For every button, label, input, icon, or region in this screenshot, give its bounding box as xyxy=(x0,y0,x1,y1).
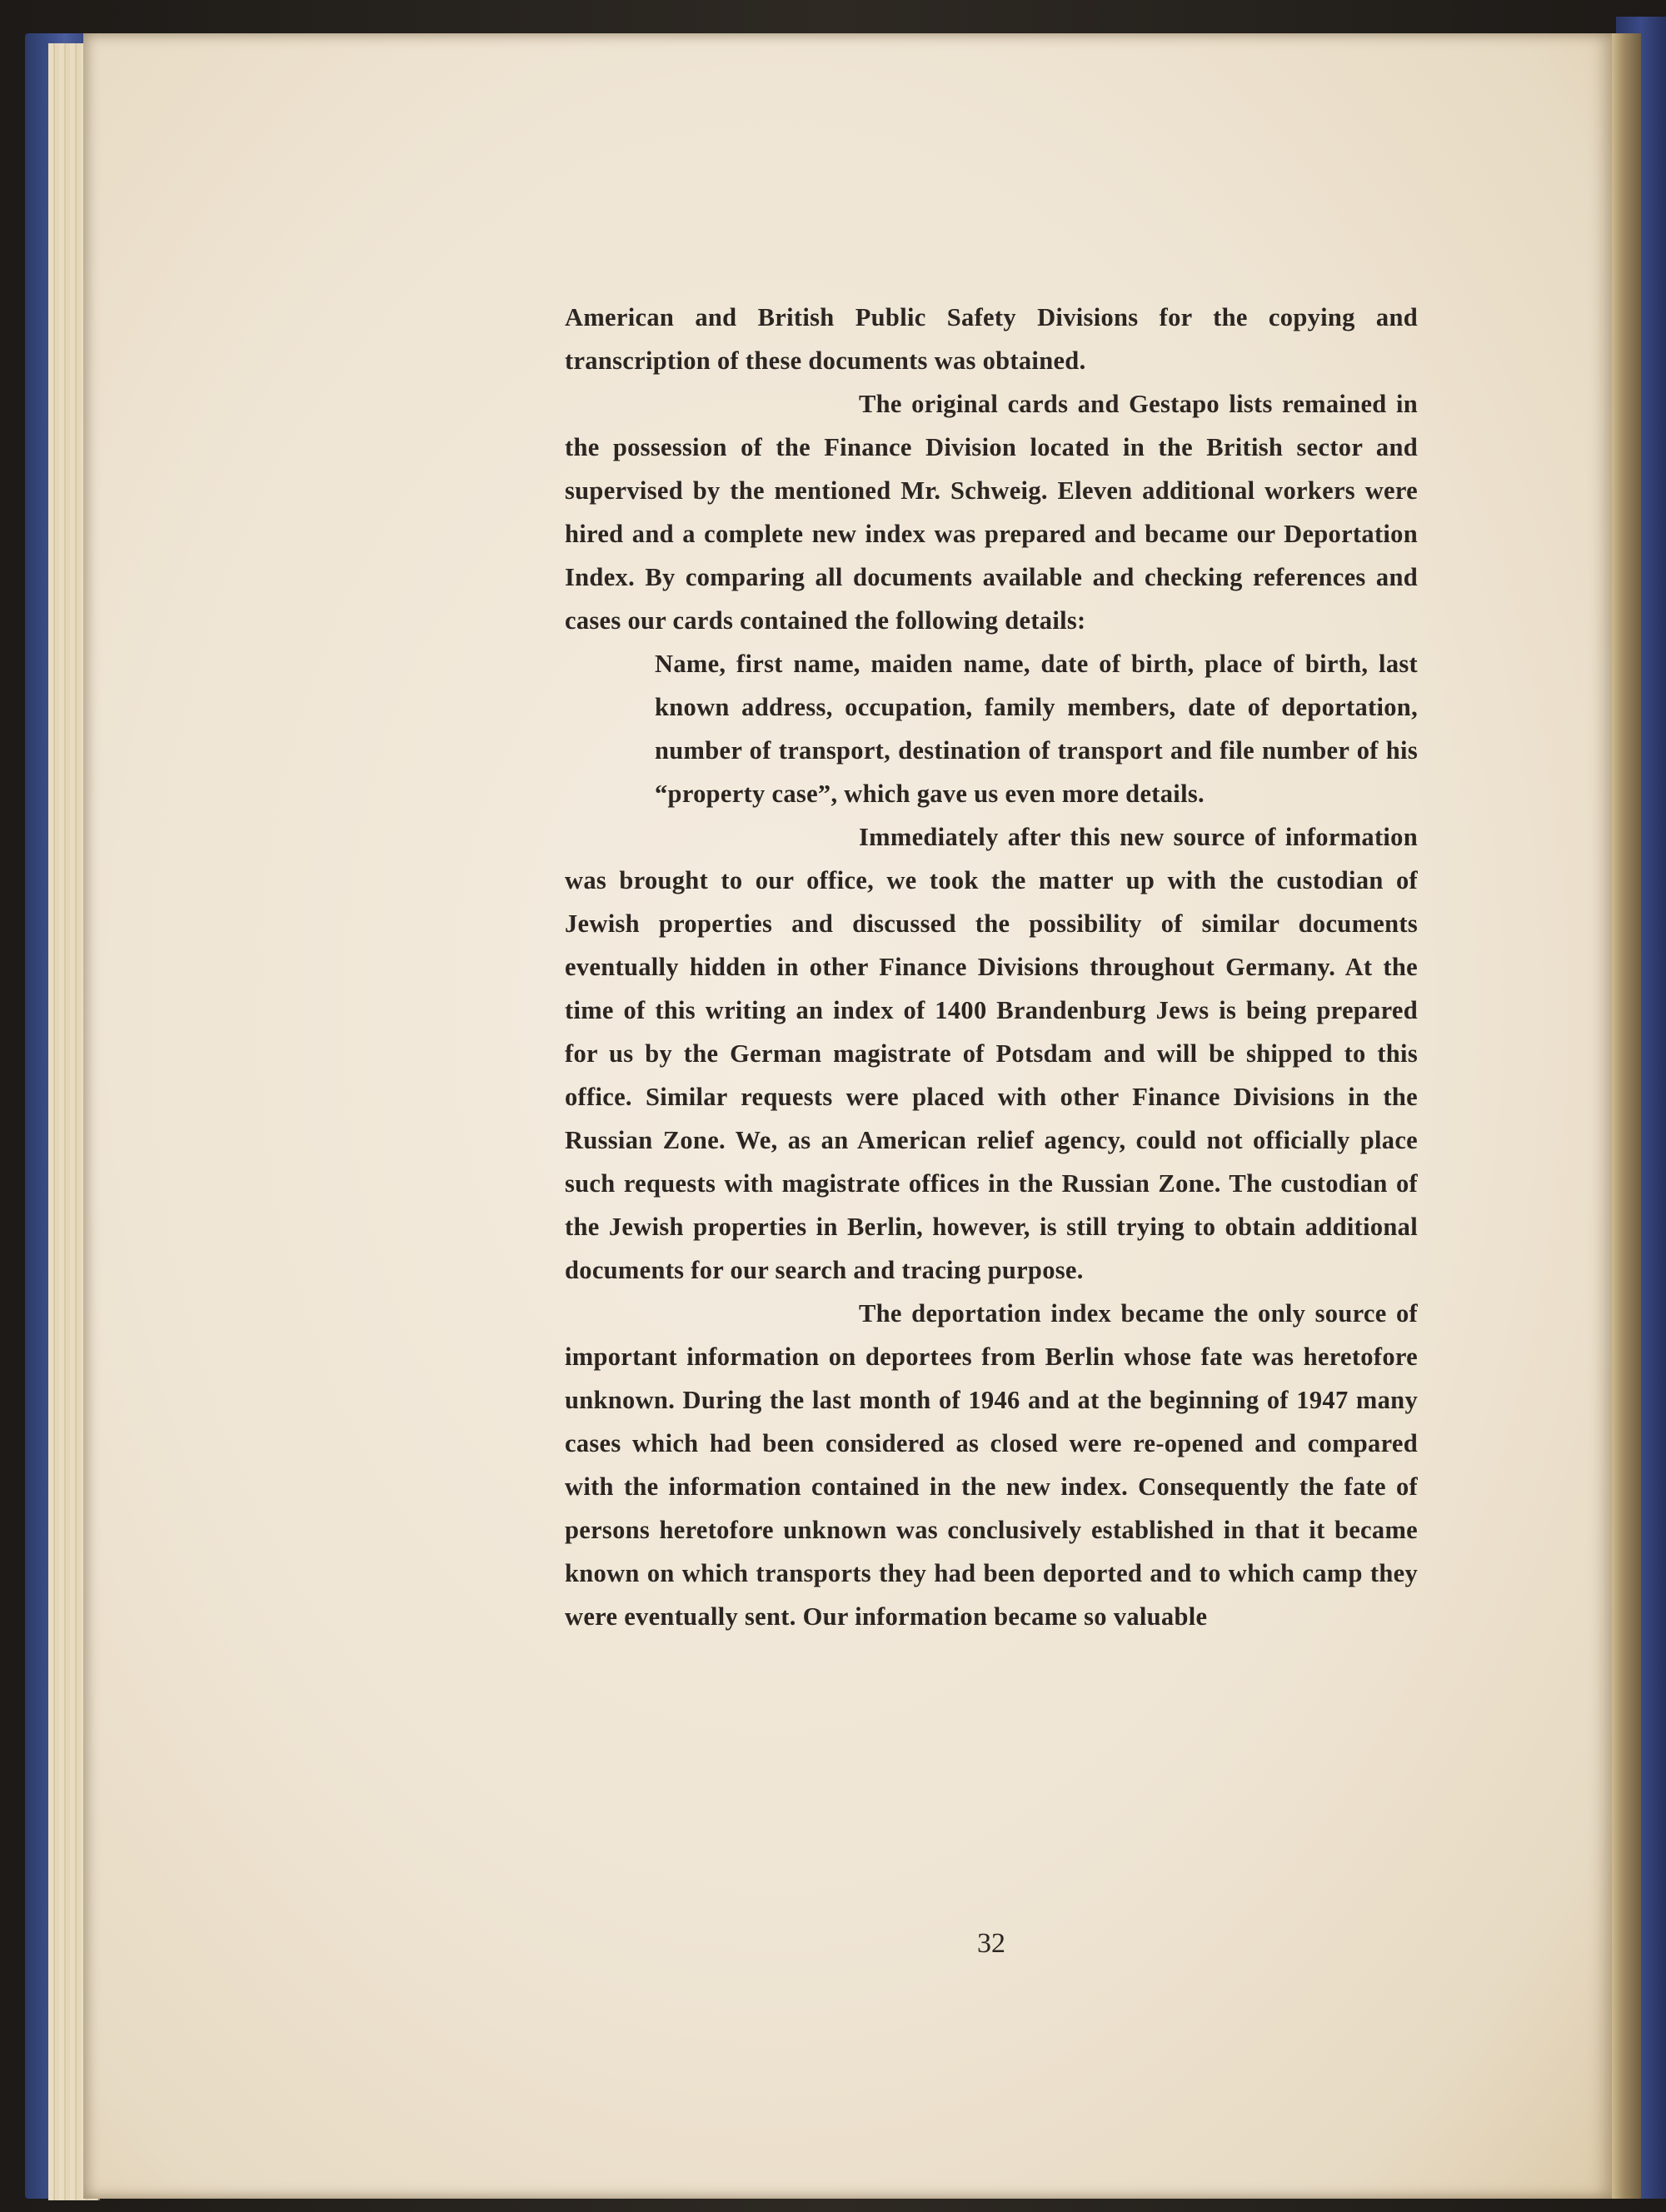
page-number: 32 xyxy=(977,1928,1005,1959)
paragraph-4: The deportation index became the only source of important information on deportees from Berlin whose fate was heretofore unknown. During the last month of 1946 and at the beginning of 1947 many cases which had been considered as closed were re-opened and compared with the information contained in the new index. Consequently the fate of persons heretofore unknown was conclusively established in that it became known on which transports they had been deported and to which camp they were eventually sent. Our information became so valuable xyxy=(565,1299,1418,1631)
paragraph-1: American and British Public Safety Divisions for the copying and transcription of these documents was obtained. xyxy=(565,303,1418,375)
paragraph-2: The original cards and Gestapo lists remained in the possession of the Finance Division located in the British sector and supervised by the mentioned Mr. Schweig. Eleven additional workers were hired and a complete new index was prepared and became our Deportation Index. By comparing all documents available and checking references and cases our cards contained the following details: xyxy=(565,390,1418,635)
details-list: Name, first name, maiden name, date of birth, place of birth, last known address, occupation, family members, date of deportation, number of transport, destination of transport and file number of his “property case”, which gave us even more details. xyxy=(655,650,1418,808)
paragraph-3: Immediately after this new source of information was brought to our office, we took the matter up with the custodian of Jewish properties and discussed the possibility of similar documents eventually hidden in other Finance Divisions throughout Germany. At the time of this writing an index of 1400 Brandenburg Jews is being prepared for us by the German magistrate of Potsdam and will be shipped to this office. Similar requests were placed with other Finance Divisions in the Russian Zone. We, as an American relief agency, could not officially place such requests with magistrate offices in the Russian Zone. The custodian of the Jewish properties in Berlin, however, is still trying to obtain additional documents for our search and tracing purpose. xyxy=(565,823,1418,1284)
book-page xyxy=(83,33,1612,2199)
body-text xyxy=(565,296,1418,1638)
